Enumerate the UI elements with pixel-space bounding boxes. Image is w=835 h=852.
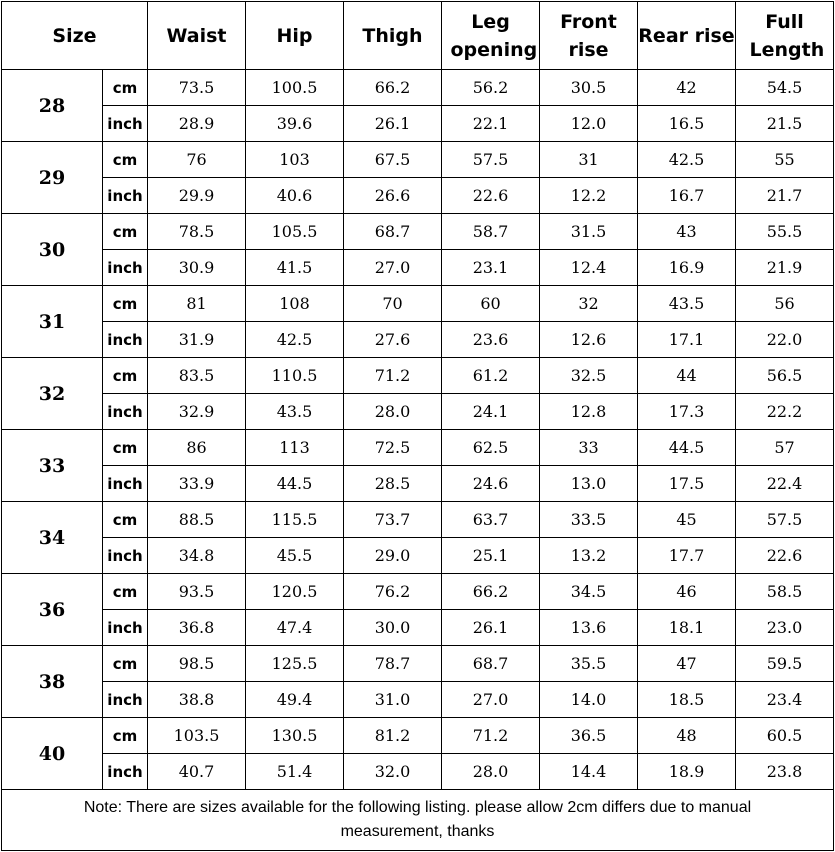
leg-opening-value: 62.5 xyxy=(442,430,540,466)
table-row-36-inch xyxy=(2,610,834,646)
thigh-value: 73.7 xyxy=(344,502,442,538)
thigh-value: 32.0 xyxy=(344,754,442,790)
thigh-value: 71.2 xyxy=(344,358,442,394)
thigh-value: 76.2 xyxy=(344,574,442,610)
unit-label-cm: cm xyxy=(103,646,148,682)
front-rise-value: 13.2 xyxy=(540,538,638,574)
waist-value: 31.9 xyxy=(148,322,246,358)
rear-rise-value: 18.1 xyxy=(638,610,736,646)
waist-value: 40.7 xyxy=(148,754,246,790)
size-label: 29 xyxy=(2,142,103,214)
unit-label-cm: cm xyxy=(103,358,148,394)
rear-rise-value: 16.5 xyxy=(638,106,736,142)
table-row-29-inch xyxy=(2,178,834,214)
full-length-value: 59.5 xyxy=(736,646,834,682)
size-label: 36 xyxy=(2,574,103,646)
hip-value: 103 xyxy=(246,142,344,178)
unit-label-cm: cm xyxy=(103,142,148,178)
rear-rise-value: 45 xyxy=(638,502,736,538)
full-length-value: 23.4 xyxy=(736,682,834,718)
full-length-value: 57.5 xyxy=(736,502,834,538)
header-hip: Hip xyxy=(246,2,344,70)
waist-value: 38.8 xyxy=(148,682,246,718)
waist-value: 30.9 xyxy=(148,250,246,286)
thigh-value: 26.1 xyxy=(344,106,442,142)
full-length-value: 22.6 xyxy=(736,538,834,574)
unit-label-inch: inch xyxy=(103,106,148,142)
front-rise-value: 34.5 xyxy=(540,574,638,610)
rear-rise-value: 16.9 xyxy=(638,250,736,286)
waist-value: 73.5 xyxy=(148,70,246,106)
leg-opening-value: 68.7 xyxy=(442,646,540,682)
thigh-value: 27.6 xyxy=(344,322,442,358)
size-chart-table xyxy=(1,1,834,851)
hip-value: 105.5 xyxy=(246,214,344,250)
table-row-36-cm xyxy=(2,574,834,610)
hip-value: 130.5 xyxy=(246,718,344,754)
size-table-body xyxy=(2,70,834,790)
table-row-40-inch xyxy=(2,754,834,790)
unit-label-inch: inch xyxy=(103,610,148,646)
thigh-value: 66.2 xyxy=(344,70,442,106)
table-row-28-cm xyxy=(2,70,834,106)
leg-opening-value: 71.2 xyxy=(442,718,540,754)
header-leg-opening-label: Leg opening xyxy=(450,10,538,61)
full-length-value: 56.5 xyxy=(736,358,834,394)
unit-label-cm: cm xyxy=(103,214,148,250)
hip-value: 41.5 xyxy=(246,250,344,286)
thigh-value: 78.7 xyxy=(344,646,442,682)
unit-label-inch: inch xyxy=(103,538,148,574)
full-length-value: 22.0 xyxy=(736,322,834,358)
leg-opening-value: 60 xyxy=(442,286,540,322)
table-row-33-inch xyxy=(2,466,834,502)
leg-opening-value: 23.6 xyxy=(442,322,540,358)
hip-value: 51.4 xyxy=(246,754,344,790)
rear-rise-value: 44 xyxy=(638,358,736,394)
header-thigh: Thigh xyxy=(344,2,442,70)
thigh-value: 28.5 xyxy=(344,466,442,502)
waist-value: 81 xyxy=(148,286,246,322)
header-row xyxy=(2,2,834,70)
hip-value: 42.5 xyxy=(246,322,344,358)
table-row-30-cm xyxy=(2,214,834,250)
hip-value: 47.4 xyxy=(246,610,344,646)
table-row-32-cm xyxy=(2,358,834,394)
header-leg-opening xyxy=(442,2,540,70)
table-row-29-cm xyxy=(2,142,834,178)
full-length-value: 56 xyxy=(736,286,834,322)
size-label: 34 xyxy=(2,502,103,574)
unit-label-inch: inch xyxy=(103,754,148,790)
header-size: Size xyxy=(2,2,148,70)
hip-value: 40.6 xyxy=(246,178,344,214)
rear-rise-value: 42.5 xyxy=(638,142,736,178)
leg-opening-value: 63.7 xyxy=(442,502,540,538)
size-label: 38 xyxy=(2,646,103,718)
unit-label-cm: cm xyxy=(103,430,148,466)
leg-opening-value: 22.6 xyxy=(442,178,540,214)
header-full-length xyxy=(736,2,834,70)
leg-opening-value: 23.1 xyxy=(442,250,540,286)
leg-opening-value: 26.1 xyxy=(442,610,540,646)
full-length-value: 22.2 xyxy=(736,394,834,430)
table-row-32-inch xyxy=(2,394,834,430)
size-label: 32 xyxy=(2,358,103,430)
header-rear-rise: Rear rise xyxy=(638,2,736,70)
unit-label-cm: cm xyxy=(103,70,148,106)
leg-opening-value: 28.0 xyxy=(442,754,540,790)
hip-value: 49.4 xyxy=(246,682,344,718)
size-label: 33 xyxy=(2,430,103,502)
waist-value: 98.5 xyxy=(148,646,246,682)
thigh-value: 67.5 xyxy=(344,142,442,178)
table-row-38-inch xyxy=(2,682,834,718)
leg-opening-value: 56.2 xyxy=(442,70,540,106)
rear-rise-value: 18.5 xyxy=(638,682,736,718)
thigh-value: 70 xyxy=(344,286,442,322)
note-row xyxy=(2,790,834,851)
hip-value: 43.5 xyxy=(246,394,344,430)
front-rise-value: 33.5 xyxy=(540,502,638,538)
front-rise-value: 33 xyxy=(540,430,638,466)
thigh-value: 27.0 xyxy=(344,250,442,286)
hip-value: 113 xyxy=(246,430,344,466)
front-rise-value: 14.4 xyxy=(540,754,638,790)
table-row-34-inch xyxy=(2,538,834,574)
rear-rise-value: 44.5 xyxy=(638,430,736,466)
thigh-value: 29.0 xyxy=(344,538,442,574)
rear-rise-value: 43.5 xyxy=(638,286,736,322)
table-row-31-cm xyxy=(2,286,834,322)
table-row-40-cm xyxy=(2,718,834,754)
unit-label-cm: cm xyxy=(103,502,148,538)
front-rise-value: 12.6 xyxy=(540,322,638,358)
front-rise-value: 30.5 xyxy=(540,70,638,106)
table-row-31-inch xyxy=(2,322,834,358)
leg-opening-value: 25.1 xyxy=(442,538,540,574)
full-length-value: 58.5 xyxy=(736,574,834,610)
leg-opening-value: 57.5 xyxy=(442,142,540,178)
waist-value: 32.9 xyxy=(148,394,246,430)
waist-value: 33.9 xyxy=(148,466,246,502)
waist-value: 28.9 xyxy=(148,106,246,142)
thigh-value: 81.2 xyxy=(344,718,442,754)
size-label: 28 xyxy=(2,70,103,142)
waist-value: 83.5 xyxy=(148,358,246,394)
thigh-value: 30.0 xyxy=(344,610,442,646)
hip-value: 44.5 xyxy=(246,466,344,502)
unit-label-inch: inch xyxy=(103,250,148,286)
front-rise-value: 12.8 xyxy=(540,394,638,430)
thigh-value: 28.0 xyxy=(344,394,442,430)
full-length-value: 23.8 xyxy=(736,754,834,790)
table-row-34-cm xyxy=(2,502,834,538)
unit-label-cm: cm xyxy=(103,718,148,754)
waist-value: 103.5 xyxy=(148,718,246,754)
unit-label-inch: inch xyxy=(103,178,148,214)
front-rise-value: 12.2 xyxy=(540,178,638,214)
hip-value: 120.5 xyxy=(246,574,344,610)
thigh-value: 72.5 xyxy=(344,430,442,466)
full-length-value: 55.5 xyxy=(736,214,834,250)
front-rise-value: 31.5 xyxy=(540,214,638,250)
header-waist: Waist xyxy=(148,2,246,70)
rear-rise-value: 17.3 xyxy=(638,394,736,430)
front-rise-value: 31 xyxy=(540,142,638,178)
full-length-value: 23.0 xyxy=(736,610,834,646)
leg-opening-value: 22.1 xyxy=(442,106,540,142)
front-rise-value: 13.6 xyxy=(540,610,638,646)
unit-label-inch: inch xyxy=(103,466,148,502)
front-rise-value: 35.5 xyxy=(540,646,638,682)
full-length-value: 22.4 xyxy=(736,466,834,502)
header-front-rise: Front rise xyxy=(540,2,638,70)
front-rise-value: 32.5 xyxy=(540,358,638,394)
rear-rise-value: 18.9 xyxy=(638,754,736,790)
full-length-value: 55 xyxy=(736,142,834,178)
thigh-value: 31.0 xyxy=(344,682,442,718)
hip-value: 110.5 xyxy=(246,358,344,394)
full-length-value: 21.9 xyxy=(736,250,834,286)
thigh-value: 68.7 xyxy=(344,214,442,250)
unit-label-cm: cm xyxy=(103,286,148,322)
full-length-value: 60.5 xyxy=(736,718,834,754)
hip-value: 115.5 xyxy=(246,502,344,538)
leg-opening-value: 61.2 xyxy=(442,358,540,394)
waist-value: 78.5 xyxy=(148,214,246,250)
front-rise-value: 12.0 xyxy=(540,106,638,142)
leg-opening-value: 24.6 xyxy=(442,466,540,502)
waist-value: 76 xyxy=(148,142,246,178)
leg-opening-value: 24.1 xyxy=(442,394,540,430)
waist-value: 34.8 xyxy=(148,538,246,574)
header-full-length-label: Full Length xyxy=(749,10,825,61)
hip-value: 108 xyxy=(246,286,344,322)
full-length-value: 21.5 xyxy=(736,106,834,142)
waist-value: 93.5 xyxy=(148,574,246,610)
hip-value: 39.6 xyxy=(246,106,344,142)
table-row-28-inch xyxy=(2,106,834,142)
front-rise-value: 32 xyxy=(540,286,638,322)
front-rise-value: 36.5 xyxy=(540,718,638,754)
size-label: 30 xyxy=(2,214,103,286)
front-rise-value: 13.0 xyxy=(540,466,638,502)
full-length-value: 21.7 xyxy=(736,178,834,214)
leg-opening-value: 27.0 xyxy=(442,682,540,718)
hip-value: 125.5 xyxy=(246,646,344,682)
full-length-value: 57 xyxy=(736,430,834,466)
leg-opening-value: 58.7 xyxy=(442,214,540,250)
unit-label-cm: cm xyxy=(103,574,148,610)
rear-rise-value: 43 xyxy=(638,214,736,250)
hip-value: 45.5 xyxy=(246,538,344,574)
size-label: 40 xyxy=(2,718,103,790)
hip-value: 100.5 xyxy=(246,70,344,106)
front-rise-value: 14.0 xyxy=(540,682,638,718)
waist-value: 29.9 xyxy=(148,178,246,214)
table-row-30-inch xyxy=(2,250,834,286)
waist-value: 36.8 xyxy=(148,610,246,646)
rear-rise-value: 46 xyxy=(638,574,736,610)
rear-rise-value: 48 xyxy=(638,718,736,754)
rear-rise-value: 42 xyxy=(638,70,736,106)
unit-label-inch: inch xyxy=(103,394,148,430)
rear-rise-value: 16.7 xyxy=(638,178,736,214)
full-length-value: 54.5 xyxy=(736,70,834,106)
unit-label-inch: inch xyxy=(103,682,148,718)
size-label: 31 xyxy=(2,286,103,358)
note-text: Note: There are sizes available for the following listing. please allow 2cm differs due to manual measurement, thanks xyxy=(2,790,834,851)
rear-rise-value: 47 xyxy=(638,646,736,682)
thigh-value: 26.6 xyxy=(344,178,442,214)
rear-rise-value: 17.1 xyxy=(638,322,736,358)
front-rise-value: 12.4 xyxy=(540,250,638,286)
unit-label-inch: inch xyxy=(103,322,148,358)
rear-rise-value: 17.5 xyxy=(638,466,736,502)
table-row-33-cm xyxy=(2,430,834,466)
leg-opening-value: 66.2 xyxy=(442,574,540,610)
waist-value: 86 xyxy=(148,430,246,466)
table-row-38-cm xyxy=(2,646,834,682)
rear-rise-value: 17.7 xyxy=(638,538,736,574)
waist-value: 88.5 xyxy=(148,502,246,538)
